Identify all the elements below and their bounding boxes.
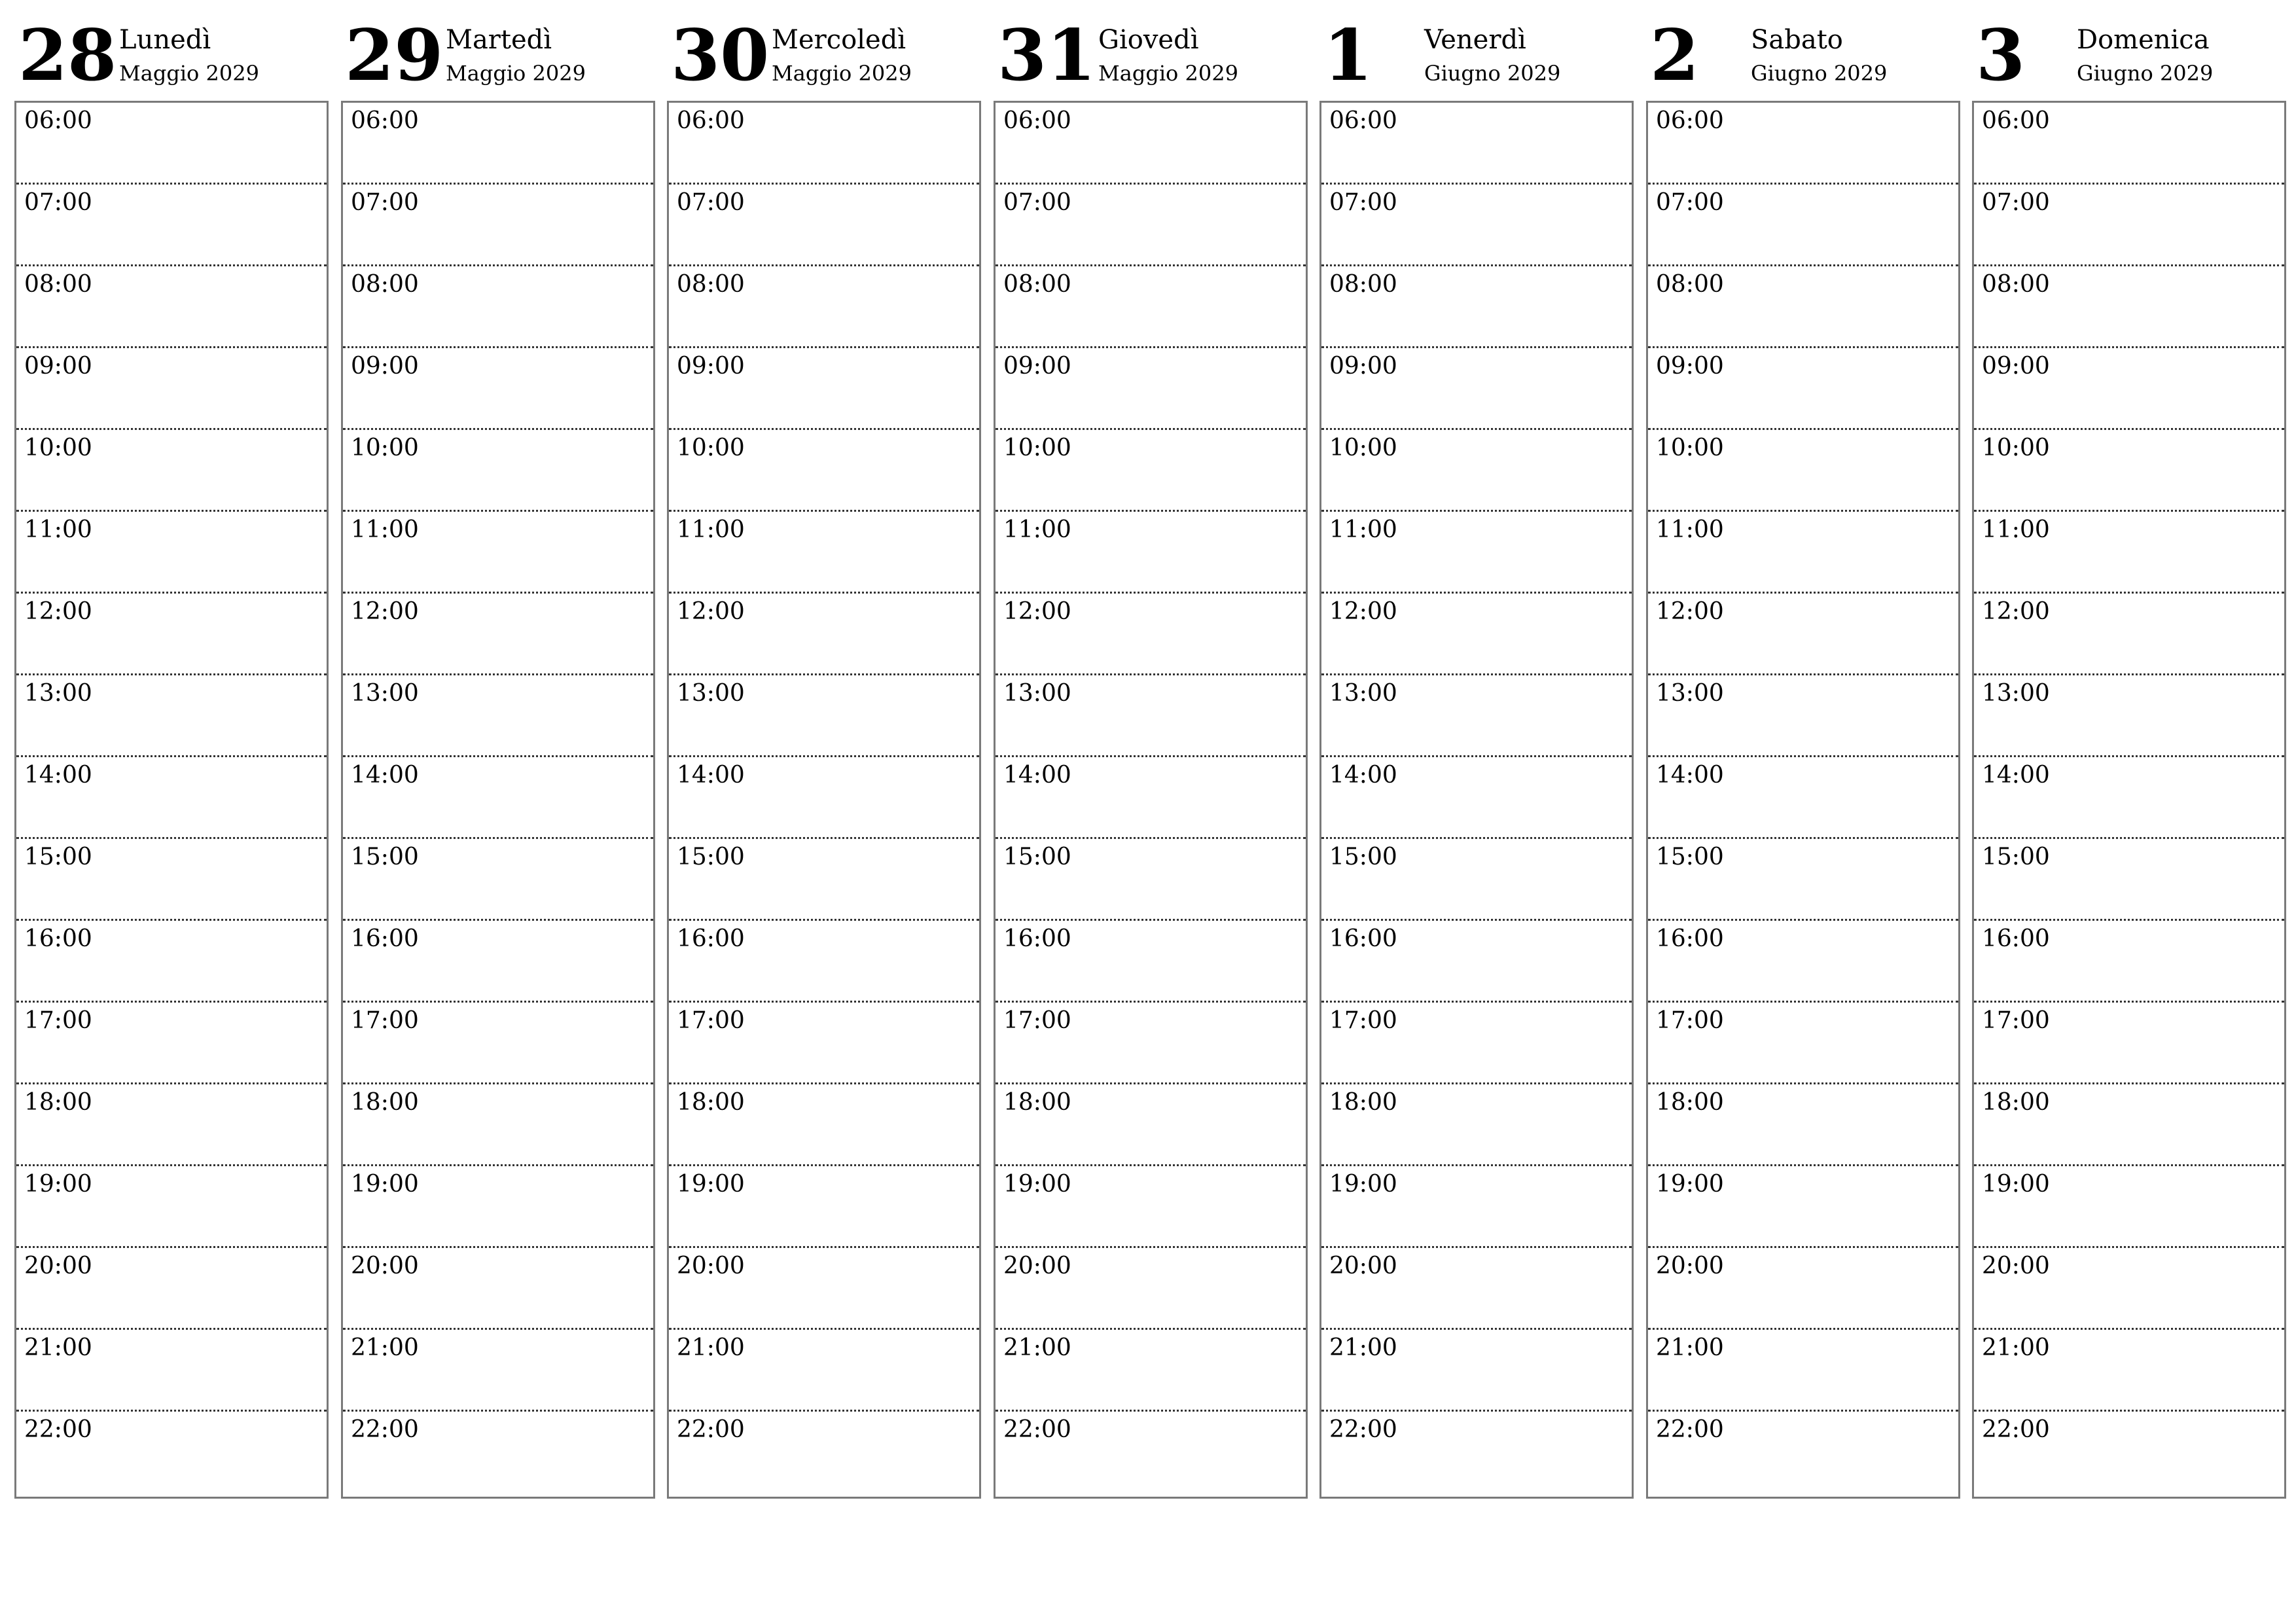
- hour-label: 06:00: [1329, 107, 1397, 134]
- hour-slot[interactable]: [1321, 1248, 1632, 1330]
- hour-label: 17:00: [1003, 1007, 1071, 1034]
- hour-slot[interactable]: [1974, 185, 2284, 266]
- hour-slot[interactable]: [343, 1003, 653, 1084]
- hour-label: 17:00: [677, 1007, 745, 1034]
- hour-slot[interactable]: [1321, 1412, 1632, 1493]
- hour-slot[interactable]: [16, 757, 327, 839]
- hour-label: 18:00: [351, 1089, 419, 1116]
- day-schedule-box: [1972, 101, 2286, 1499]
- hour-slot[interactable]: [343, 1166, 653, 1248]
- hour-slot[interactable]: [1648, 512, 1958, 594]
- hour-slot[interactable]: [1974, 1248, 2284, 1330]
- day-number: 28: [18, 14, 117, 97]
- day-number: 3: [1976, 14, 2026, 97]
- hour-slot[interactable]: [1648, 921, 1958, 1003]
- hour-label: 06:00: [677, 107, 745, 134]
- hour-label: 12:00: [1982, 598, 2050, 625]
- day-number: 31: [997, 14, 1096, 97]
- hour-slot[interactable]: [669, 1248, 979, 1330]
- day-month: Maggio 2029: [772, 61, 912, 86]
- hour-label: 18:00: [1982, 1089, 2050, 1116]
- hour-slot[interactable]: [1648, 1412, 1958, 1493]
- hour-slot[interactable]: [669, 757, 979, 839]
- hour-label: 21:00: [1003, 1334, 1071, 1361]
- hour-label: 21:00: [677, 1334, 745, 1361]
- hour-label: 10:00: [1329, 435, 1397, 461]
- day-column: [667, 0, 980, 1502]
- day-header: [1646, 0, 1959, 98]
- hour-label: 08:00: [1656, 271, 1724, 298]
- day-number: 2: [1650, 14, 1700, 97]
- day-number: 29: [345, 14, 444, 97]
- day-month: Giugno 2029: [1424, 61, 1561, 86]
- day-name: Venerdì: [1424, 25, 1526, 55]
- hour-label: 17:00: [1329, 1007, 1397, 1034]
- hour-label: 13:00: [1656, 680, 1724, 707]
- hour-label: 18:00: [1329, 1089, 1397, 1116]
- hour-label: 09:00: [1656, 353, 1724, 380]
- hour-label: 14:00: [677, 762, 745, 789]
- hour-label: 13:00: [1329, 680, 1397, 707]
- hour-label: 12:00: [677, 598, 745, 625]
- day-number: 30: [671, 14, 770, 97]
- hour-slot[interactable]: [16, 839, 327, 921]
- hour-label: 21:00: [1329, 1334, 1397, 1361]
- hour-label: 18:00: [24, 1089, 92, 1116]
- hour-slot[interactable]: [1321, 512, 1632, 594]
- hour-slot[interactable]: [1648, 1084, 1958, 1166]
- hour-slot[interactable]: [343, 1330, 653, 1412]
- hour-slot[interactable]: [1321, 348, 1632, 430]
- day-header: [1972, 0, 2285, 98]
- hour-label: 17:00: [24, 1007, 92, 1034]
- hour-slot[interactable]: [16, 1166, 327, 1248]
- hour-label: 09:00: [1982, 353, 2050, 380]
- hour-label: 06:00: [1656, 107, 1724, 134]
- day-column: [1319, 0, 1632, 1502]
- hour-slot[interactable]: [1974, 1084, 2284, 1166]
- hour-label: 19:00: [1329, 1171, 1397, 1198]
- hour-label: 13:00: [677, 680, 745, 707]
- hour-slot[interactable]: [1974, 757, 2284, 839]
- hour-label: 20:00: [1656, 1253, 1724, 1279]
- day-month: Giugno 2029: [2077, 61, 2214, 86]
- hour-slot[interactable]: [996, 921, 1306, 1003]
- hour-label: 15:00: [1982, 844, 2050, 870]
- hour-label: 11:00: [1982, 516, 2050, 543]
- day-name: Sabato: [1751, 25, 1843, 55]
- hour-slot[interactable]: [1321, 1003, 1632, 1084]
- day-header: [14, 0, 327, 98]
- hour-label: 11:00: [1329, 516, 1397, 543]
- hour-slot[interactable]: [343, 1248, 653, 1330]
- hour-slot[interactable]: [1648, 348, 1958, 430]
- hour-label: 20:00: [1003, 1253, 1071, 1279]
- hour-slot[interactable]: [996, 1003, 1306, 1084]
- hour-label: 16:00: [1982, 925, 2050, 952]
- hour-slot[interactable]: [1321, 185, 1632, 266]
- day-name: Mercoledì: [772, 25, 906, 55]
- hour-slot[interactable]: [996, 1166, 1306, 1248]
- hour-label: 08:00: [1982, 271, 2050, 298]
- hour-slot[interactable]: [669, 675, 979, 757]
- day-header: [1319, 0, 1632, 98]
- hour-label: 07:00: [1003, 189, 1071, 216]
- hour-slot[interactable]: [669, 1412, 979, 1493]
- hour-label: 21:00: [351, 1334, 419, 1361]
- hour-slot[interactable]: [16, 594, 327, 675]
- hour-label: 15:00: [24, 844, 92, 870]
- hour-slot[interactable]: [1648, 1330, 1958, 1412]
- hour-slot[interactable]: [669, 1003, 979, 1084]
- hour-label: 19:00: [677, 1171, 745, 1198]
- hour-label: 20:00: [24, 1253, 92, 1279]
- hour-slot[interactable]: [1648, 103, 1958, 185]
- hour-slot[interactable]: [1974, 430, 2284, 512]
- hour-label: 15:00: [677, 844, 745, 870]
- hour-label: 16:00: [24, 925, 92, 952]
- hour-label: 20:00: [1329, 1253, 1397, 1279]
- hour-label: 18:00: [1003, 1089, 1071, 1116]
- hour-slot[interactable]: [1648, 1003, 1958, 1084]
- day-header: [667, 0, 980, 98]
- hour-label: 18:00: [677, 1089, 745, 1116]
- hour-label: 09:00: [351, 353, 419, 380]
- hour-slot[interactable]: [1648, 594, 1958, 675]
- day-schedule-box: [1646, 101, 1960, 1499]
- day-column: [1972, 0, 2285, 1502]
- hour-slot[interactable]: [343, 103, 653, 185]
- hour-label: 16:00: [1329, 925, 1397, 952]
- hour-label: 06:00: [351, 107, 419, 134]
- hour-label: 15:00: [1329, 844, 1397, 870]
- hour-label: 09:00: [1329, 353, 1397, 380]
- hour-label: 08:00: [1329, 271, 1397, 298]
- hour-label: 20:00: [351, 1253, 419, 1279]
- hour-slot[interactable]: [669, 839, 979, 921]
- hour-slot[interactable]: [16, 1330, 327, 1412]
- day-number: 1: [1323, 14, 1373, 97]
- hour-label: 20:00: [677, 1253, 745, 1279]
- hour-label: 21:00: [1656, 1334, 1724, 1361]
- hour-label: 11:00: [24, 516, 92, 543]
- hour-label: 12:00: [1656, 598, 1724, 625]
- hour-slot[interactable]: [1648, 757, 1958, 839]
- hour-slot[interactable]: [1974, 594, 2284, 675]
- day-name: Domenica: [2077, 25, 2210, 55]
- hour-slot[interactable]: [996, 266, 1306, 348]
- hour-label: 10:00: [24, 435, 92, 461]
- hour-label: 09:00: [677, 353, 745, 380]
- hour-label: 12:00: [1329, 598, 1397, 625]
- day-schedule-box: [341, 101, 655, 1499]
- hour-slot[interactable]: [1321, 594, 1632, 675]
- hour-label: 07:00: [677, 189, 745, 216]
- hour-slot[interactable]: [16, 1084, 327, 1166]
- hour-slot[interactable]: [343, 675, 653, 757]
- hour-label: 12:00: [24, 598, 92, 625]
- hour-slot[interactable]: [996, 1248, 1306, 1330]
- hour-slot[interactable]: [996, 594, 1306, 675]
- hour-label: 11:00: [1003, 516, 1071, 543]
- day-column: [341, 0, 654, 1502]
- hour-slot[interactable]: [1974, 1166, 2284, 1248]
- day-month: Giugno 2029: [1751, 61, 1888, 86]
- hour-slot[interactable]: [669, 348, 979, 430]
- day-name: Lunedì: [119, 25, 211, 55]
- day-month: Maggio 2029: [119, 61, 259, 86]
- hour-label: 17:00: [1982, 1007, 2050, 1034]
- hour-label: 06:00: [1982, 107, 2050, 134]
- hour-slot[interactable]: [1321, 1084, 1632, 1166]
- day-schedule-box: [994, 101, 1308, 1499]
- hour-label: 19:00: [24, 1171, 92, 1198]
- hour-label: 11:00: [677, 516, 745, 543]
- hour-label: 22:00: [1329, 1416, 1397, 1443]
- hour-label: 12:00: [351, 598, 419, 625]
- hour-slot[interactable]: [343, 594, 653, 675]
- hour-slot[interactable]: [1321, 839, 1632, 921]
- hour-label: 13:00: [1982, 680, 2050, 707]
- hour-label: 20:00: [1982, 1253, 2050, 1279]
- hour-slot[interactable]: [1974, 266, 2284, 348]
- hour-slot[interactable]: [1974, 512, 2284, 594]
- hour-label: 17:00: [351, 1007, 419, 1034]
- hour-slot[interactable]: [996, 348, 1306, 430]
- hour-label: 21:00: [24, 1334, 92, 1361]
- hour-label: 06:00: [24, 107, 92, 134]
- hour-label: 21:00: [1982, 1334, 2050, 1361]
- hour-slot[interactable]: [1974, 675, 2284, 757]
- hour-slot[interactable]: [996, 675, 1306, 757]
- hour-slot[interactable]: [669, 430, 979, 512]
- hour-slot[interactable]: [669, 266, 979, 348]
- hour-label: 10:00: [677, 435, 745, 461]
- hour-slot[interactable]: [343, 1412, 653, 1493]
- hour-slot[interactable]: [343, 512, 653, 594]
- hour-slot[interactable]: [16, 1248, 327, 1330]
- day-column: [994, 0, 1306, 1502]
- day-schedule-box: [667, 101, 981, 1499]
- hour-label: 14:00: [1982, 762, 2050, 789]
- hour-label: 08:00: [1003, 271, 1071, 298]
- hour-slot[interactable]: [16, 430, 327, 512]
- hour-label: 18:00: [1656, 1089, 1724, 1116]
- hour-slot[interactable]: [343, 185, 653, 266]
- hour-label: 15:00: [1003, 844, 1071, 870]
- hour-label: 07:00: [24, 189, 92, 216]
- hour-slot[interactable]: [1321, 921, 1632, 1003]
- hour-label: 06:00: [1003, 107, 1071, 134]
- day-month: Maggio 2029: [446, 61, 586, 86]
- hour-slot[interactable]: [1321, 430, 1632, 512]
- hour-label: 22:00: [1003, 1416, 1071, 1443]
- hour-label: 19:00: [1003, 1171, 1071, 1198]
- hour-slot[interactable]: [1321, 1166, 1632, 1248]
- hour-label: 22:00: [24, 1416, 92, 1443]
- hour-slot[interactable]: [1974, 348, 2284, 430]
- day-header: [341, 0, 654, 98]
- hour-label: 16:00: [1656, 925, 1724, 952]
- hour-label: 14:00: [24, 762, 92, 789]
- hour-slot[interactable]: [996, 1330, 1306, 1412]
- hour-label: 14:00: [1329, 762, 1397, 789]
- hour-label: 07:00: [1656, 189, 1724, 216]
- hour-slot[interactable]: [996, 430, 1306, 512]
- hour-slot[interactable]: [669, 1330, 979, 1412]
- day-column: [1646, 0, 1959, 1502]
- hour-label: 08:00: [24, 271, 92, 298]
- hour-label: 17:00: [1656, 1007, 1724, 1034]
- hour-slot[interactable]: [343, 266, 653, 348]
- hour-slot[interactable]: [16, 266, 327, 348]
- hour-slot[interactable]: [996, 185, 1306, 266]
- day-column: [14, 0, 327, 1502]
- hour-label: 13:00: [1003, 680, 1071, 707]
- day-month: Maggio 2029: [1098, 61, 1238, 86]
- hour-slot[interactable]: [1974, 921, 2284, 1003]
- hour-slot[interactable]: [343, 430, 653, 512]
- hour-slot[interactable]: [669, 1166, 979, 1248]
- hour-slot[interactable]: [996, 1084, 1306, 1166]
- hour-slot[interactable]: [1648, 430, 1958, 512]
- hour-slot[interactable]: [1974, 839, 2284, 921]
- day-name: Martedì: [446, 25, 552, 55]
- hour-label: 10:00: [1656, 435, 1724, 461]
- hour-label: 15:00: [1656, 844, 1724, 870]
- hour-slot[interactable]: [1321, 103, 1632, 185]
- day-name: Giovedì: [1098, 25, 1199, 55]
- hour-label: 10:00: [1982, 435, 2050, 461]
- hour-label: 19:00: [1656, 1171, 1724, 1198]
- hour-slot[interactable]: [669, 512, 979, 594]
- hour-slot[interactable]: [16, 921, 327, 1003]
- hour-slot[interactable]: [1974, 1412, 2284, 1493]
- hour-slot[interactable]: [1321, 757, 1632, 839]
- hour-slot[interactable]: [669, 594, 979, 675]
- hour-label: 19:00: [351, 1171, 419, 1198]
- hour-label: 11:00: [1656, 516, 1724, 543]
- hour-slot[interactable]: [669, 185, 979, 266]
- hour-slot[interactable]: [16, 1003, 327, 1084]
- hour-slot[interactable]: [1974, 1003, 2284, 1084]
- hour-slot[interactable]: [1648, 266, 1958, 348]
- hour-slot[interactable]: [996, 103, 1306, 185]
- hour-label: 19:00: [1982, 1171, 2050, 1198]
- hour-label: 14:00: [1003, 762, 1071, 789]
- hour-label: 12:00: [1003, 598, 1071, 625]
- hour-slot[interactable]: [343, 839, 653, 921]
- hour-label: 08:00: [677, 271, 745, 298]
- hour-slot[interactable]: [16, 103, 327, 185]
- hour-label: 22:00: [677, 1416, 745, 1443]
- hour-slot[interactable]: [1648, 675, 1958, 757]
- hour-label: 13:00: [351, 680, 419, 707]
- hour-slot[interactable]: [669, 921, 979, 1003]
- hour-slot[interactable]: [996, 512, 1306, 594]
- hour-slot[interactable]: [343, 1084, 653, 1166]
- hour-slot[interactable]: [343, 348, 653, 430]
- hour-slot[interactable]: [1648, 1248, 1958, 1330]
- hour-label: 08:00: [351, 271, 419, 298]
- hour-slot[interactable]: [996, 757, 1306, 839]
- hour-label: 09:00: [24, 353, 92, 380]
- day-header: [994, 0, 1306, 98]
- day-schedule-box: [14, 101, 329, 1499]
- hour-label: 22:00: [351, 1416, 419, 1443]
- hour-label: 15:00: [351, 844, 419, 870]
- hour-slot[interactable]: [996, 839, 1306, 921]
- hour-label: 16:00: [1003, 925, 1071, 952]
- hour-slot[interactable]: [16, 348, 327, 430]
- hour-label: 16:00: [351, 925, 419, 952]
- hour-slot[interactable]: [669, 1084, 979, 1166]
- hour-slot[interactable]: [343, 921, 653, 1003]
- hour-slot[interactable]: [16, 185, 327, 266]
- hour-slot[interactable]: [16, 675, 327, 757]
- hour-label: 07:00: [1982, 189, 2050, 216]
- hour-label: 09:00: [1003, 353, 1071, 380]
- hour-label: 14:00: [351, 762, 419, 789]
- hour-label: 16:00: [677, 925, 745, 952]
- hour-slot[interactable]: [16, 1412, 327, 1493]
- hour-slot[interactable]: [669, 103, 979, 185]
- hour-slot[interactable]: [1321, 266, 1632, 348]
- hour-label: 22:00: [1982, 1416, 2050, 1443]
- hour-label: 07:00: [351, 189, 419, 216]
- hour-label: 11:00: [351, 516, 419, 543]
- hour-slot[interactable]: [343, 757, 653, 839]
- day-schedule-box: [1319, 101, 1634, 1499]
- hour-slot[interactable]: [1974, 1330, 2284, 1412]
- hour-label: 07:00: [1329, 189, 1397, 216]
- hour-slot[interactable]: [1321, 1330, 1632, 1412]
- hour-slot[interactable]: [996, 1412, 1306, 1493]
- hour-slot[interactable]: [1648, 1166, 1958, 1248]
- hour-label: 10:00: [351, 435, 419, 461]
- hour-label: 14:00: [1656, 762, 1724, 789]
- hour-label: 13:00: [24, 680, 92, 707]
- hour-label: 22:00: [1656, 1416, 1724, 1443]
- hour-slot[interactable]: [1648, 839, 1958, 921]
- hour-slot[interactable]: [1321, 675, 1632, 757]
- hour-slot[interactable]: [16, 512, 327, 594]
- hour-slot[interactable]: [1974, 103, 2284, 185]
- hour-slot[interactable]: [1648, 185, 1958, 266]
- hour-label: 10:00: [1003, 435, 1071, 461]
